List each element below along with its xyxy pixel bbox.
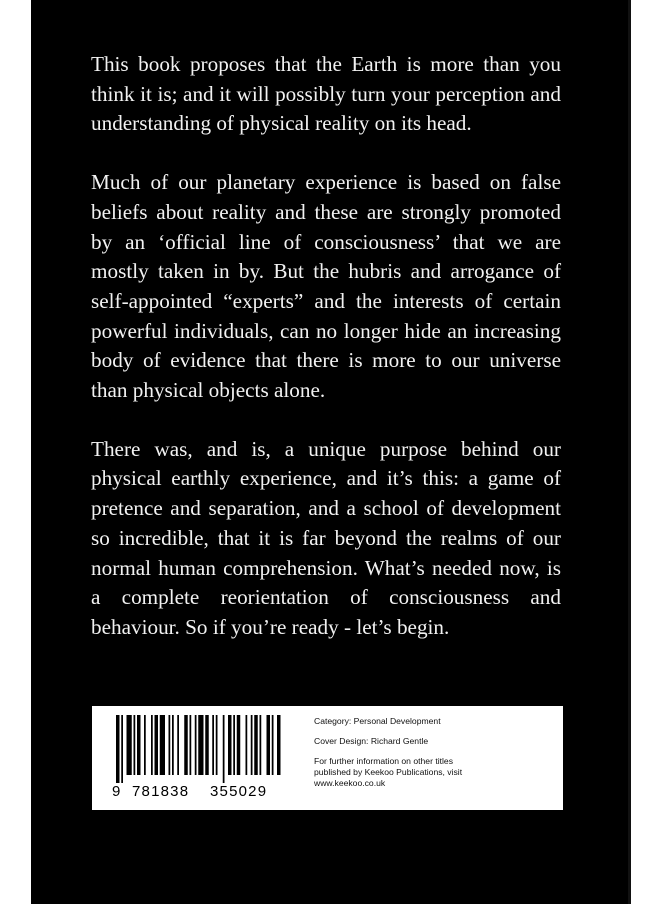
isbn-left-group: 781838 [132, 783, 190, 800]
category-line: Category: Personal Development [314, 716, 441, 726]
cover-edge [628, 0, 631, 904]
cover-design-line: Cover Design: Richard Gentle [314, 736, 429, 746]
barcode-bars-icon [110, 715, 286, 785]
blurb-text [91, 50, 561, 672]
blurb-paragraph-3: There was, and is, a unique purpose behind our physical earthly experience, and it’s this: a game of pretence and separation, and a school of development so incredible, that it is far beyond the realms of our normal human comprehension. What’s needed now, is a complete reorientation of consciousness and behaviour. So if you’re ready - let’s begin. [91, 436, 561, 639]
further-info-block [314, 756, 554, 789]
website-link[interactable]: www.keekoo.co.uk [314, 778, 386, 788]
back-cover [31, 0, 631, 904]
further-info-line-2: published by Keekoo Publications, visit [314, 767, 463, 777]
blurb-paragraph-2: Much of our planetary experience is based on false beliefs about reality and these are strongly promoted by an ‘official line of consciousness’ that we are mostly taken in by. But the hubris and arrogance of self-appointed “experts” and the interests of certain powerful individuals, can no longer hide an increasing body of evidence that there is more to our universe than physical objects alone. [91, 170, 561, 403]
isbn-right-group: 355029 [210, 783, 268, 800]
isbn-barcode [110, 715, 286, 801]
book-details [314, 716, 554, 789]
isbn-number [110, 783, 286, 803]
blurb-paragraph-1: This book proposes that the Earth is more than you think it is; and it will possibly turn your perception and understanding of physical reality on its head. [91, 52, 561, 136]
further-info-line-1: For further information on other titles [314, 756, 453, 766]
info-panel [92, 706, 563, 810]
isbn-first-digit: 9 [112, 783, 122, 800]
